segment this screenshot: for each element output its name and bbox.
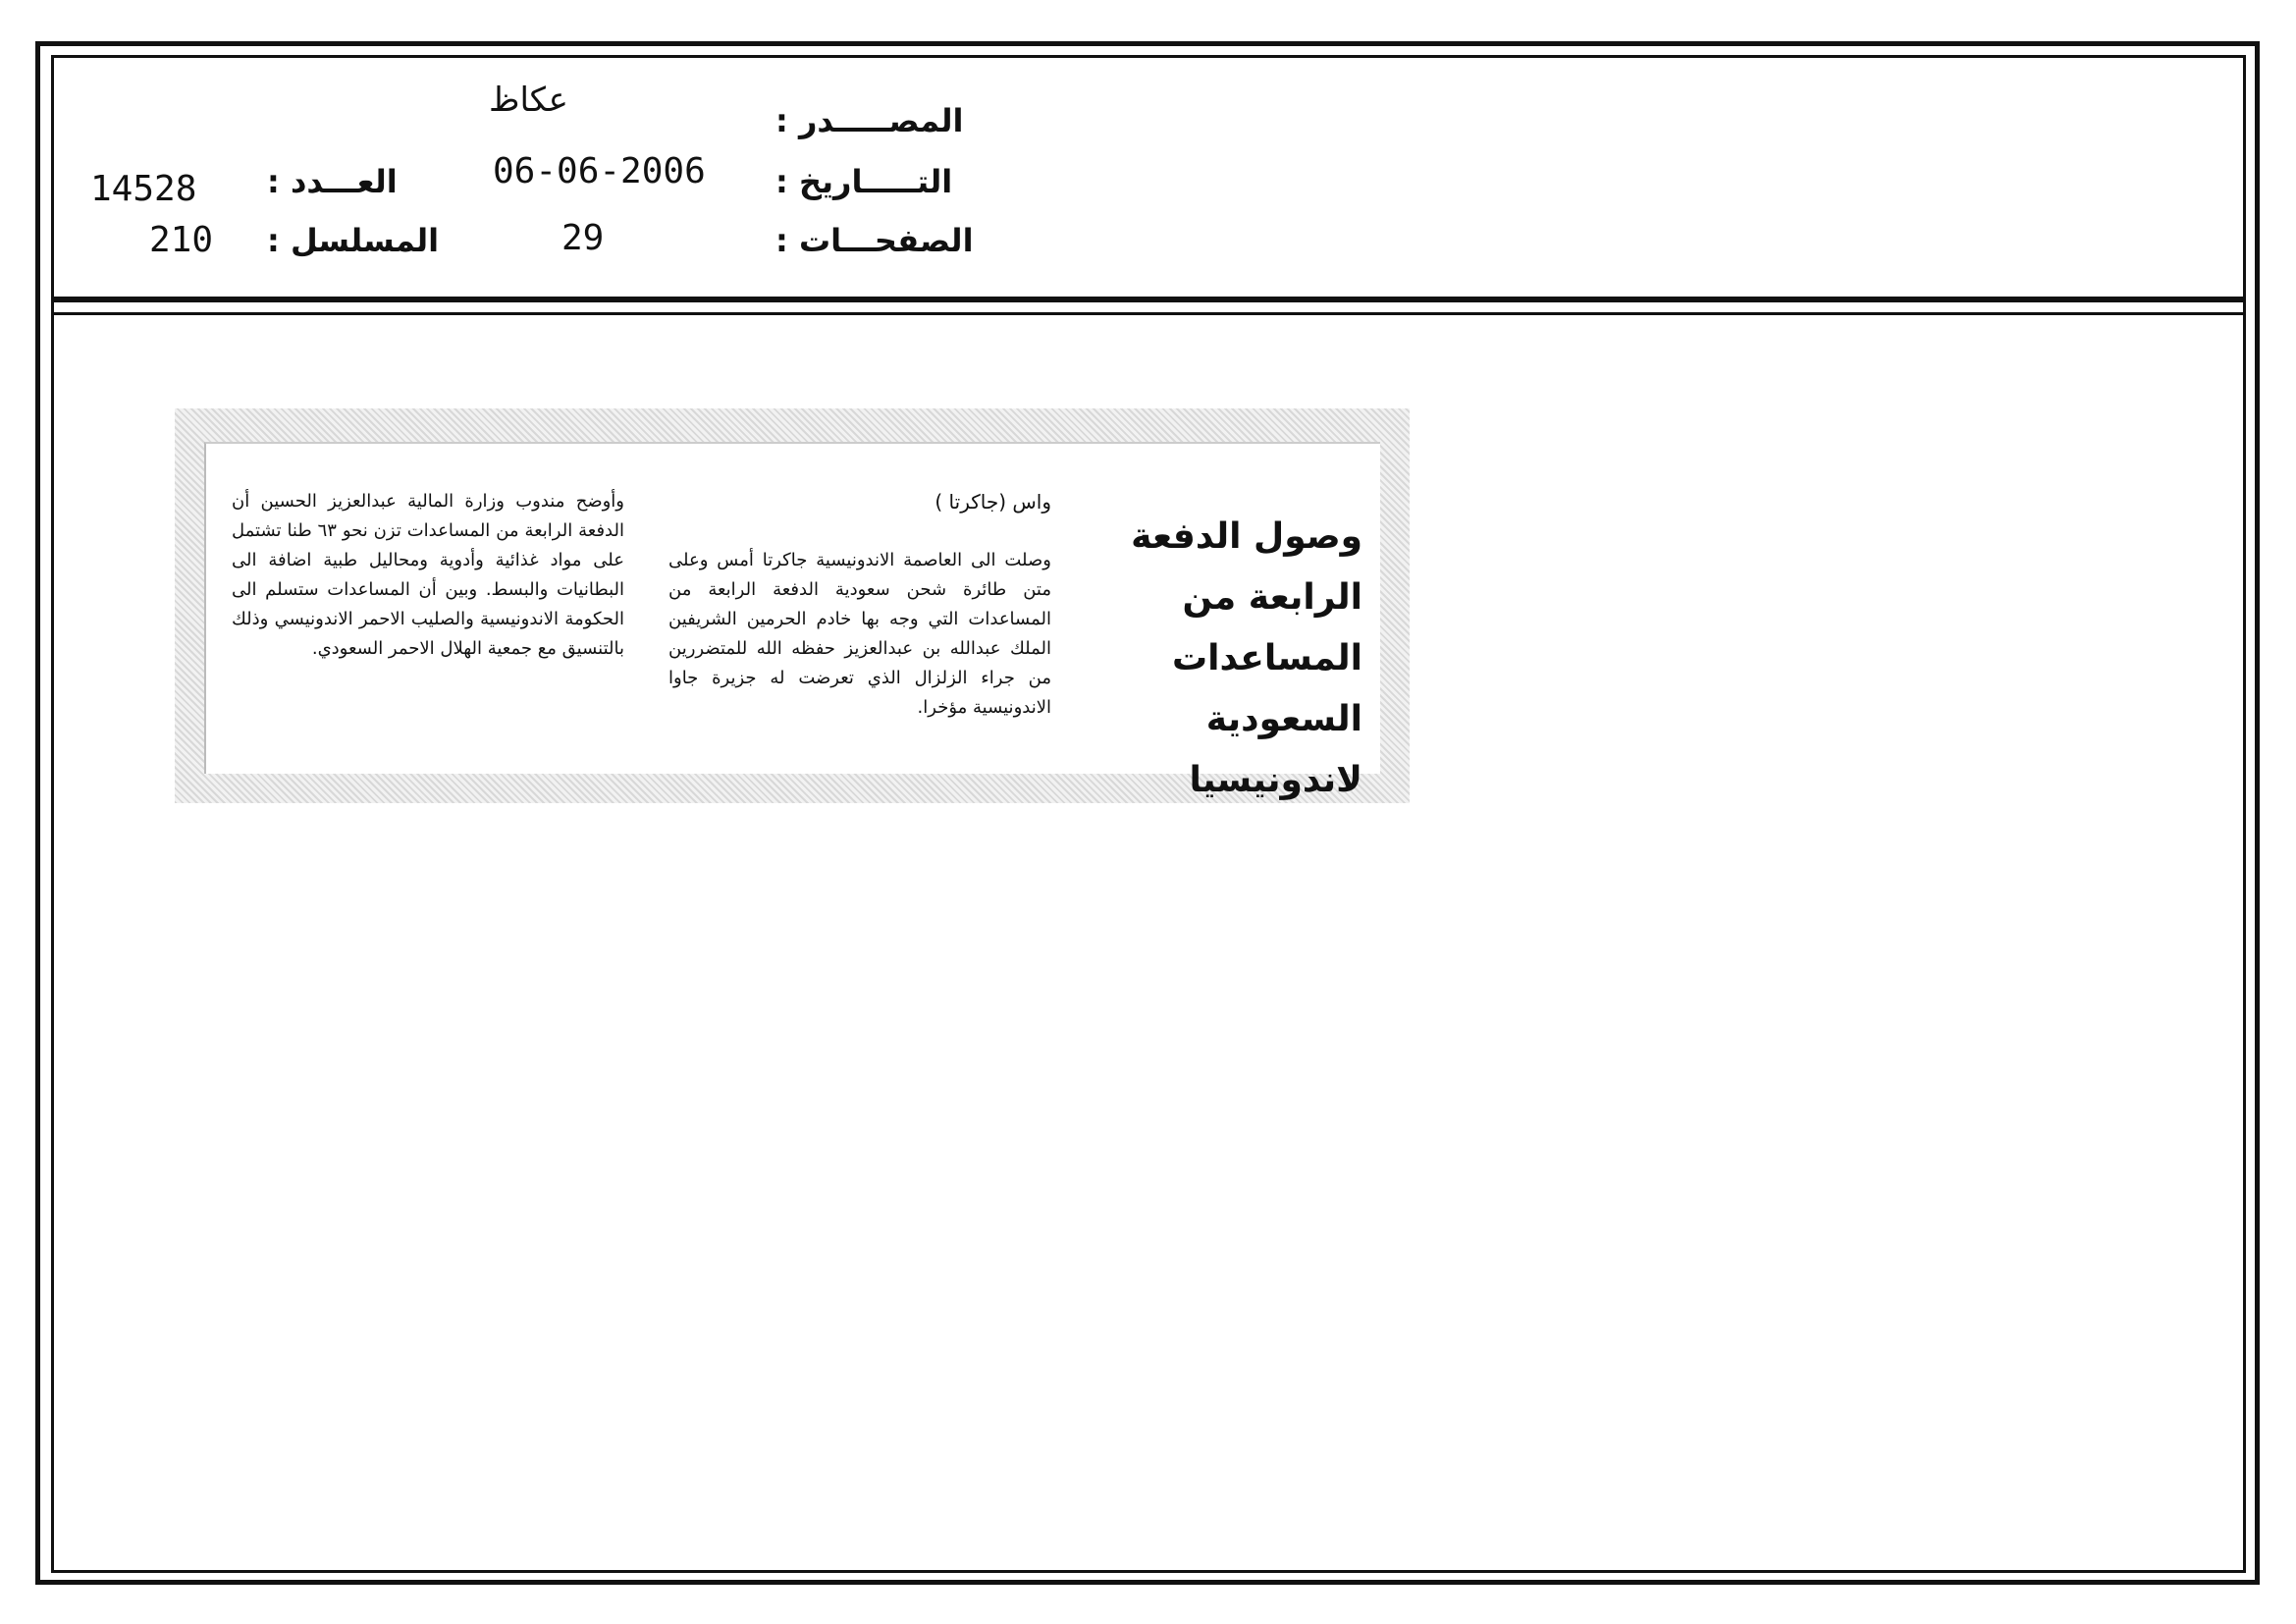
issue-label: العـــدد : — [267, 163, 398, 200]
article-headline: وصول الدفعة الرابعة من المساعدات السعودية لاندونيسيا — [1131, 516, 1362, 800]
article-byline: واس (جاكرتا ) — [934, 490, 1051, 514]
article-column-1-text: وصلت الى العاصمة الاندونيسية جاكرتا أمس وعلى متن طائرة شحن سعودية الدفعة الرابعة من المساعدات التي وجه بها خادم الحرمين الشريفين الملك عبدالله بن عبدالعزيز حفظه الله للمتضررين من جراء الزلزال الذي تعرضت له جزيرة جاوا الاندونيسية مؤخرا. — [668, 550, 1051, 718]
pages-label: الصفحـــات : — [775, 222, 974, 259]
issue-value: 14528 — [90, 169, 197, 209]
clipping-body — [204, 442, 1380, 800]
serial-label: المسلسل : — [267, 222, 440, 259]
source-label: المصـــــدر : — [775, 102, 964, 139]
serial-value: 210 — [149, 220, 214, 260]
inner-frame — [51, 55, 2246, 1573]
date-label: التـــــاريخ : — [775, 163, 953, 200]
source-value: عكاظ — [489, 81, 568, 120]
article-column-2: وأوضح مندوب وزارة المالية عبدالعزيز الحسين أن الدفعة الرابعة من المساعدات تزن نحو ٦٣ طنا تشتمل على مواد غذائية وأدوية ومحاليل طبية اضافة الى البطانيات والبسط. وبين أن المساعدات ستسلم الى الحكومة الاندونيسية والصليب الاحمر الاندونيسي وذلك بالتنسيق مع جمعية الهلال الاحمر السعودي. — [232, 491, 624, 659]
date-value: 06-06-2006 — [493, 151, 706, 191]
article-column-1 — [668, 487, 1051, 723]
header-divider-thin — [51, 312, 2246, 315]
newspaper-clipping — [175, 408, 1410, 803]
pages-value: 29 — [561, 218, 605, 258]
header-divider — [51, 297, 2246, 302]
